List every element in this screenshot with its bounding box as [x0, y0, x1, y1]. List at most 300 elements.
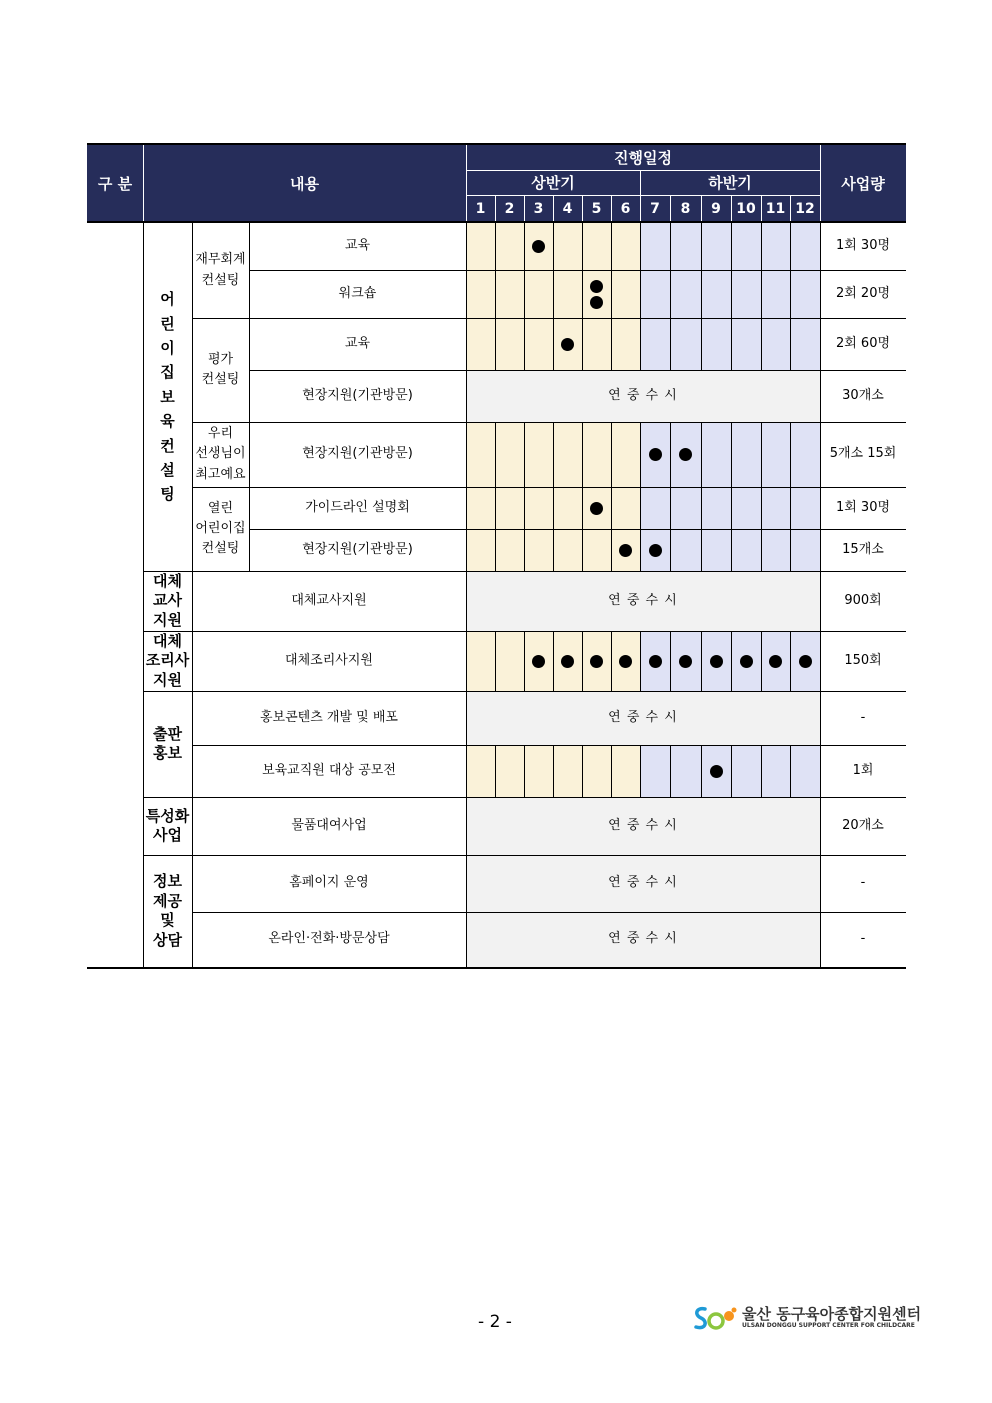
grid-line	[761, 529, 762, 571]
row-content: 현장지원(기관방문)	[302, 541, 413, 557]
month-cell	[466, 529, 495, 571]
all-year-cell: 연 중 수 시	[466, 691, 820, 745]
grid-line	[670, 223, 671, 270]
grid-line	[192, 912, 906, 913]
month-cell	[524, 487, 553, 529]
grid-line	[524, 318, 525, 370]
schedule-dot	[619, 655, 632, 668]
all-year-cell: 연 중 수 시	[466, 855, 820, 912]
grid-line	[495, 529, 496, 571]
header-divider	[731, 195, 732, 222]
grid-line	[553, 422, 554, 487]
grid-line	[249, 270, 906, 271]
header-divider	[701, 195, 702, 222]
header-month: 4	[553, 195, 582, 222]
header-month: 6	[611, 195, 640, 222]
grid-line	[192, 745, 906, 746]
row-amount: 1회 30명	[835, 238, 891, 254]
schedule-dot	[590, 502, 603, 515]
header-divider	[466, 170, 820, 171]
grid-line	[611, 745, 612, 797]
grid-line	[701, 631, 702, 691]
grid-line	[495, 745, 496, 797]
grid-line	[640, 529, 641, 571]
schedule-dot	[740, 655, 753, 668]
month-cell	[495, 487, 524, 529]
row-content: 홍보콘텐츠 개발 및 배포	[260, 709, 398, 725]
month-cell	[495, 631, 524, 691]
month-cell	[553, 223, 582, 270]
grid-line	[582, 487, 583, 529]
month-cell	[553, 487, 582, 529]
grid-line	[611, 487, 612, 529]
row-content: 온라인·전화·방문상담	[268, 931, 390, 947]
month-cell	[670, 422, 701, 487]
month-cell	[670, 745, 701, 797]
header-month: 5	[582, 195, 611, 222]
month-cell	[611, 223, 640, 270]
grid-line	[143, 691, 906, 692]
grid-line	[192, 422, 906, 423]
org-name-en: ULSAN DONGGU SUPPORT CENTER FOR CHILDCARE	[742, 1322, 915, 1329]
month-cell	[582, 422, 611, 487]
month-cell	[701, 529, 731, 571]
grid-line	[611, 223, 612, 270]
month-cell	[582, 487, 611, 529]
grid-line	[670, 422, 671, 487]
grid-line	[670, 745, 671, 797]
month-cell	[640, 487, 670, 529]
grid-line	[524, 631, 525, 691]
grid-line	[249, 529, 906, 530]
grid-line	[761, 745, 762, 797]
header-divider	[143, 145, 144, 222]
month-cell	[553, 745, 582, 797]
header-month: 12	[790, 195, 820, 222]
row-amount: 2회 60명	[835, 335, 891, 351]
grid-line	[701, 318, 702, 370]
month-cell	[790, 745, 820, 797]
schedule-dot	[561, 338, 574, 351]
month-cell	[466, 745, 495, 797]
grid-line	[495, 422, 496, 487]
grid-line	[701, 270, 702, 318]
grid-line	[87, 143, 906, 145]
month-cell	[466, 422, 495, 487]
month-cell	[761, 318, 790, 370]
grid-line	[761, 318, 762, 370]
row-amount: 1회	[852, 762, 874, 778]
grid-line	[143, 571, 906, 572]
month-cell	[731, 631, 761, 691]
row-content: 교육	[344, 335, 371, 351]
month-cell	[582, 270, 611, 318]
month-cell	[611, 487, 640, 529]
row-content: 보육교직원 대상 공모전	[262, 762, 396, 778]
grid-line	[670, 487, 671, 529]
grid-line	[761, 270, 762, 318]
schedule-dot	[649, 655, 662, 668]
header-schedule: 진행일정	[466, 145, 820, 170]
grid-line	[790, 422, 791, 487]
row-content: 워크숍	[338, 285, 377, 301]
month-cell	[582, 745, 611, 797]
header-first-half: 상반기	[466, 170, 640, 195]
grid-line	[790, 745, 791, 797]
month-cell	[731, 318, 761, 370]
grid-line	[582, 422, 583, 487]
group-substitute-cook: 대체 조리사 지원	[145, 631, 190, 689]
grid-line	[611, 318, 612, 370]
org-name: 울산 동구육아종합지원센터	[742, 1305, 922, 1323]
grid-line	[731, 318, 732, 370]
grid-line	[611, 270, 612, 318]
schedule-dot	[649, 544, 662, 557]
grid-line	[553, 631, 554, 691]
grid-line	[640, 745, 641, 797]
grid-line	[640, 270, 641, 318]
month-cell	[701, 631, 731, 691]
month-cell	[466, 318, 495, 370]
grid-line	[582, 529, 583, 571]
month-cell	[495, 318, 524, 370]
month-cell	[761, 270, 790, 318]
grid-line	[249, 370, 906, 371]
grid-line	[553, 745, 554, 797]
grid-line	[731, 487, 732, 529]
header-divider	[670, 195, 671, 222]
header-month: 9	[701, 195, 731, 222]
month-cell	[790, 631, 820, 691]
grid-line	[731, 422, 732, 487]
month-cell	[611, 422, 640, 487]
grid-line	[582, 223, 583, 270]
row-amount: 30개소	[842, 387, 884, 403]
header-divider	[820, 145, 821, 222]
month-cell	[553, 529, 582, 571]
month-cell	[701, 270, 731, 318]
grid-line	[143, 797, 906, 798]
month-cell	[466, 223, 495, 270]
grid-line	[640, 631, 641, 691]
month-cell	[582, 318, 611, 370]
schedule-dot	[649, 448, 662, 461]
schedule-dot	[679, 655, 692, 668]
month-cell	[553, 270, 582, 318]
schedule-dot	[799, 655, 812, 668]
grid-line	[524, 223, 525, 270]
all-year-cell: 연 중 수 시	[466, 370, 820, 422]
grid-line	[640, 223, 641, 270]
month-cell	[466, 487, 495, 529]
group-daycare-consulting: 어 린 이 집 보 육 컨 설 팅	[160, 290, 175, 504]
month-cell	[553, 422, 582, 487]
header-divider	[553, 195, 554, 222]
grid-line	[640, 318, 641, 370]
month-cell	[611, 270, 640, 318]
grid-line	[495, 223, 496, 270]
row-content: 대체교사지원	[291, 592, 367, 608]
row-amount: -	[860, 931, 866, 947]
month-cell	[640, 745, 670, 797]
grid-line	[790, 270, 791, 318]
month-cell	[611, 318, 640, 370]
all-year-cell: 연 중 수 시	[466, 797, 820, 855]
grid-line	[249, 221, 250, 571]
month-cell	[790, 223, 820, 270]
header-category: 구 분	[87, 145, 143, 222]
all-year-cell: 연 중 수 시	[466, 912, 820, 967]
schedule-dot	[619, 544, 632, 557]
month-cell	[640, 223, 670, 270]
grid-line	[553, 270, 554, 318]
grid-line	[761, 223, 762, 270]
header-divider	[524, 195, 525, 222]
grid-line	[731, 745, 732, 797]
row-amount: 20개소	[842, 817, 884, 833]
grid-line	[495, 270, 496, 318]
grid-line	[582, 631, 583, 691]
all-year-cell: 연 중 수 시	[466, 571, 820, 631]
month-cell	[731, 223, 761, 270]
header-month: 7	[640, 195, 670, 222]
header-divider	[761, 195, 762, 222]
month-cell	[731, 487, 761, 529]
grid-line	[701, 422, 702, 487]
month-cell	[670, 631, 701, 691]
month-cell	[761, 529, 790, 571]
header-month: 3	[524, 195, 553, 222]
grid-line	[582, 745, 583, 797]
month-cell	[701, 318, 731, 370]
header-content: 내용	[143, 145, 466, 222]
month-cell	[495, 270, 524, 318]
header-month: 11	[761, 195, 790, 222]
page-number: - 2 -	[478, 1312, 512, 1332]
schedule-dot	[561, 655, 574, 668]
month-cell	[640, 631, 670, 691]
header-month: 1	[466, 195, 495, 222]
month-cell	[553, 631, 582, 691]
grid-line	[670, 270, 671, 318]
month-cell	[701, 223, 731, 270]
schedule-dot	[590, 280, 603, 293]
grid-line	[611, 631, 612, 691]
header-month: 10	[731, 195, 761, 222]
header-divider	[790, 195, 791, 222]
grid-line	[143, 631, 906, 632]
month-cell	[466, 270, 495, 318]
schedule-dot	[590, 655, 603, 668]
month-cell	[640, 270, 670, 318]
month-cell	[701, 745, 731, 797]
month-cell	[611, 529, 640, 571]
month-cell	[524, 318, 553, 370]
row-amount: -	[860, 875, 866, 891]
grid-line	[701, 745, 702, 797]
grid-line	[790, 318, 791, 370]
month-cell	[761, 422, 790, 487]
grid-line	[611, 422, 612, 487]
grid-line	[553, 529, 554, 571]
month-cell	[524, 631, 553, 691]
grid-line	[761, 422, 762, 487]
row-content: 홈페이지 운영	[289, 875, 369, 891]
grid-line	[670, 529, 671, 571]
subgroup-open-daycare: 열린 어린이집 컨설팅	[195, 500, 246, 557]
month-cell	[524, 745, 553, 797]
grid-line	[553, 318, 554, 370]
grid-line	[192, 487, 906, 488]
month-cell	[611, 631, 640, 691]
month-cell	[761, 223, 790, 270]
row-content: 가이드라인 설명회	[305, 499, 410, 515]
grid-line	[524, 487, 525, 529]
grid-line	[87, 221, 906, 223]
header-divider	[582, 195, 583, 222]
grid-line	[790, 529, 791, 571]
grid-line	[143, 855, 906, 856]
month-cell	[790, 529, 820, 571]
month-cell	[640, 529, 670, 571]
schedule-dot	[769, 655, 782, 668]
group-info: 정보 제공 및 상담	[153, 872, 182, 949]
grid-line	[731, 223, 732, 270]
month-cell	[761, 487, 790, 529]
grid-line	[731, 270, 732, 318]
month-cell	[553, 318, 582, 370]
grid-line	[731, 529, 732, 571]
grid-line	[731, 631, 732, 691]
org-logo	[692, 1303, 740, 1333]
row-content: 교육	[344, 238, 371, 254]
grid-line	[582, 318, 583, 370]
month-cell	[701, 422, 731, 487]
schedule-dot	[532, 240, 545, 253]
subgroup-our-teacher: 우리 선생님이 최고예요	[195, 426, 246, 482]
grid-line	[761, 631, 762, 691]
month-cell	[466, 631, 495, 691]
month-cell	[790, 270, 820, 318]
schedule-dot	[532, 655, 545, 668]
month-cell	[611, 745, 640, 797]
month-cell	[670, 270, 701, 318]
month-cell	[761, 745, 790, 797]
row-amount: 2회 20명	[835, 285, 891, 301]
month-cell	[495, 223, 524, 270]
grid-line	[701, 223, 702, 270]
month-cell	[731, 529, 761, 571]
row-amount: 15개소	[842, 541, 884, 557]
grid-line	[524, 529, 525, 571]
month-cell	[640, 318, 670, 370]
header-month: 8	[670, 195, 701, 222]
grid-line	[524, 422, 525, 487]
row-amount: 1회 30명	[835, 499, 891, 515]
row-content: 대체조리사지원	[285, 652, 373, 668]
month-cell	[582, 223, 611, 270]
row-amount: 900회	[844, 592, 882, 608]
month-cell	[524, 270, 553, 318]
grid-line	[790, 631, 791, 691]
month-cell	[582, 631, 611, 691]
grid-line	[524, 270, 525, 318]
grid-line	[640, 487, 641, 529]
month-cell	[495, 529, 524, 571]
header-divider	[466, 195, 820, 196]
month-cell	[731, 422, 761, 487]
group-publicity: 출판 홍보	[153, 724, 182, 762]
grid-line	[701, 487, 702, 529]
month-cell	[790, 487, 820, 529]
month-cell	[495, 745, 524, 797]
grid-line	[790, 487, 791, 529]
month-cell	[790, 318, 820, 370]
month-cell	[670, 529, 701, 571]
grid-line	[790, 223, 791, 270]
month-cell	[524, 529, 553, 571]
row-content: 물품대여사업	[291, 817, 367, 833]
grid-line	[192, 318, 906, 319]
row-content: 현장지원(기관방문)	[302, 446, 413, 462]
month-cell	[524, 223, 553, 270]
grid-line	[670, 318, 671, 370]
header-divider	[466, 145, 467, 222]
grid-line	[761, 487, 762, 529]
group-special: 특성화 사업	[145, 806, 190, 844]
grid-line	[553, 487, 554, 529]
month-cell	[731, 745, 761, 797]
header-divider	[495, 195, 496, 222]
grid-line	[87, 967, 906, 969]
month-cell	[582, 529, 611, 571]
row-amount: 5개소 15회	[829, 446, 897, 462]
month-cell	[495, 422, 524, 487]
grid-line	[611, 529, 612, 571]
row-content: 현장지원(기관방문)	[302, 387, 413, 403]
month-cell	[524, 422, 553, 487]
month-cell	[670, 487, 701, 529]
header-divider	[640, 170, 641, 222]
grid-line	[495, 631, 496, 691]
schedule-dot	[590, 296, 603, 309]
schedule-dot	[679, 448, 692, 461]
header-amount: 사업량	[820, 145, 906, 222]
grid-line	[670, 631, 671, 691]
row-amount: 150회	[844, 652, 882, 668]
header-month: 2	[495, 195, 524, 222]
subgroup-evaluation: 평가 컨설팅	[201, 351, 240, 387]
group-substitute-teacher: 대체 교사 지원	[153, 571, 182, 629]
month-cell	[731, 270, 761, 318]
month-cell	[761, 631, 790, 691]
month-cell	[640, 422, 670, 487]
grid-line	[701, 529, 702, 571]
header-second-half: 하반기	[640, 170, 820, 195]
month-cell	[701, 487, 731, 529]
month-cell	[790, 422, 820, 487]
schedule-dot	[710, 765, 723, 778]
grid-line	[495, 318, 496, 370]
grid-line	[524, 745, 525, 797]
grid-line	[553, 223, 554, 270]
header-divider	[611, 195, 612, 222]
grid-line	[582, 270, 583, 318]
grid-line	[640, 422, 641, 487]
row-amount: -	[860, 709, 866, 725]
schedule-dot	[710, 655, 723, 668]
month-cell	[670, 318, 701, 370]
